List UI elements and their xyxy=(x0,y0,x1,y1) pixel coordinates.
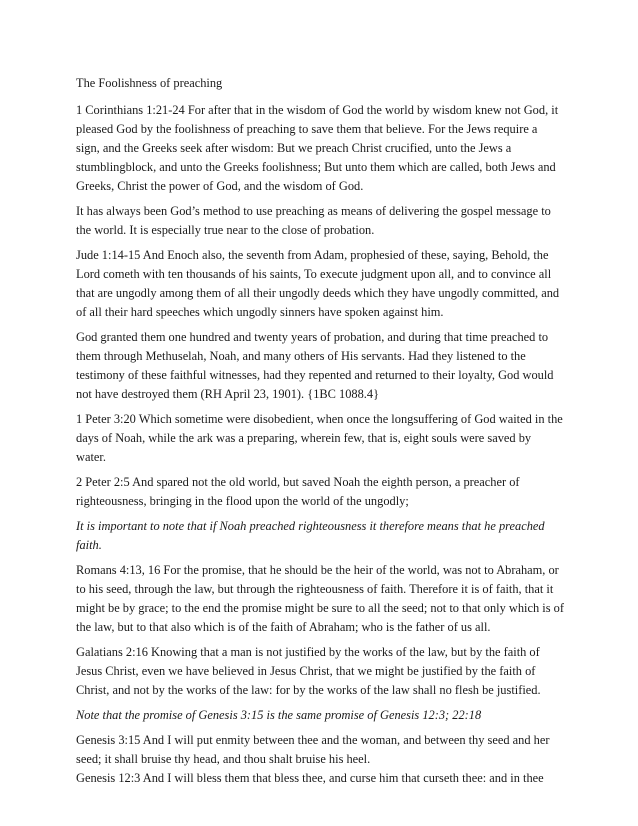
paragraph-2-peter: 2 Peter 2:5 And spared not the old world, but saved Noah the eighth person, a preacher of righteousness, bringing in the flood upon the world of the ungodly; xyxy=(76,475,520,508)
paragraph-galatians: Galatians 2:16 Knowing that a man is not justified by the works of the law, but by the faith of Jesus Christ, even we have believed in Jesus Christ, that we might be justified by the faith of Christ, and not by the works of the law: for by the works of the law shall no flesh be justified. xyxy=(76,645,541,697)
document-page xyxy=(76,74,564,788)
paragraph-1-corinthians: 1 Corinthians 1:21-24 For after that in the wisdom of God the world by wisdom knew not God, it pleased God by the foolishness of preaching to save them that believe. For the Jews require a sign, and the Greeks seek after wisdom: But we preach Christ crucified, unto the Jews a stumblingblock, and unto the Greeks foolishness; But unto them which are called, both Jews and Greeks, Christ the power of God, and the wisdom of God. xyxy=(76,103,559,193)
paragraph-1-peter: 1 Peter 3:20 Which sometime were disobedient, when once the longsuffering of God waited in the days of Noah, while the ark was a preparing, wherein few, that is, eight souls were saved by water. xyxy=(76,412,563,464)
paragraph-genesis-3-15: Genesis 3:15 And I will put enmity between thee and the woman, and between thy seed and her seed; it shall bruise thy head, and thou shalt bruise his heel. xyxy=(76,733,550,766)
note-genesis-promise: Note that the promise of Genesis 3:15 is the same promise of Genesis 12:3; 22:18 xyxy=(76,708,482,722)
paragraph-probation: God granted them one hundred and twenty years of probation, and during that time preached to them through Methuselah, Noah, and many others of His servants. Had they listened to the testimony of these faithful witnesses, had they repented and returned to their loyalty, God would not have destroyed them (RH April 23, 1901). {1BC 1088.4} xyxy=(76,330,554,401)
document-title: The Foolishness of preaching xyxy=(76,76,223,90)
paragraph-genesis-12-3: Genesis 12:3 And I will bless them that bless thee, and curse him that curseth thee: and in thee xyxy=(76,771,544,785)
paragraph-jude: Jude 1:14-15 And Enoch also, the seventh from Adam, prophesied of these, saying, Behold, the Lord cometh with ten thousands of his saints, To execute judgment upon all, and to convince all that are ungodly among them of all their ungodly deeds which they have ungodly committed, and of all their hard speeches which ungodly sinners have spoken against him. xyxy=(76,248,560,319)
paragraph-romans: Romans 4:13, 16 For the promise, that he should be the heir of the world, was not to Abraham, or to his seed, through the law, but through the righteousness of faith. Therefore it is of faith, that it might be by grace; to the end the promise might be sure to all the seed; not to that only which is of the law, but to that also which is of the faith of Abraham; who is the father of us all. xyxy=(76,563,564,634)
note-noah-faith: It is important to note that if Noah preached righteousness it therefore means that he preached faith. xyxy=(76,519,545,552)
paragraph-preaching-method: It has always been God’s method to use preaching as means of delivering the gospel message to the world. It is especially true near to the close of probation. xyxy=(76,204,551,237)
